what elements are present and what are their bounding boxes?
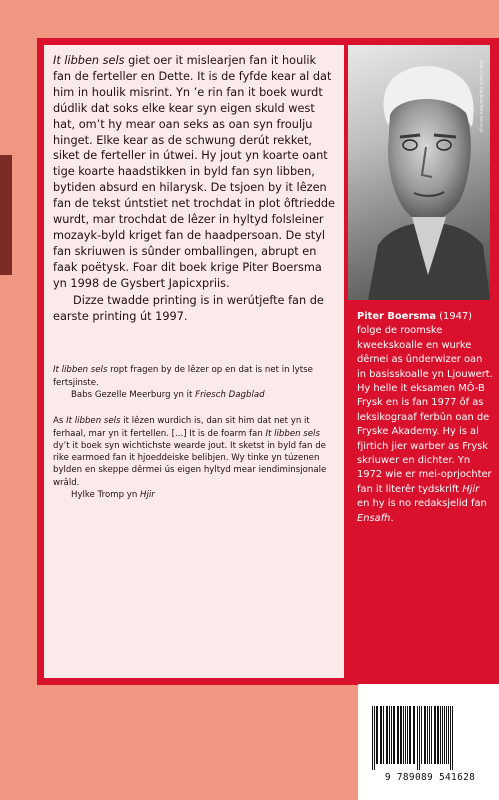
bio-text-segment: en hy is no redaksjelid fan	[357, 498, 487, 510]
bio-text-segment: Piter Boersma	[357, 311, 437, 322]
photo-credit: Foto: Friesch Dagblad/Hans Anninga	[479, 60, 484, 133]
author-bio	[357, 310, 493, 526]
barcode-bar	[374, 706, 375, 770]
barcode-bar	[427, 706, 428, 764]
barcode-bar	[440, 706, 441, 764]
barcode-bar	[446, 706, 447, 764]
barcode-bar	[393, 706, 395, 764]
quote-text-segment: As	[53, 416, 67, 427]
barcode-bar	[448, 706, 449, 764]
barcode-bar	[424, 706, 426, 764]
barcode-bar	[389, 706, 390, 764]
spine-shadow	[0, 155, 12, 275]
blurb	[53, 53, 336, 324]
barcode-bar	[413, 706, 415, 764]
barcode-bar	[421, 706, 422, 764]
attribution-segment: Friesch Dagblad	[195, 390, 265, 400]
barcode-bar	[397, 706, 399, 764]
barcode-bar	[386, 706, 388, 764]
blurb-panel	[44, 45, 344, 678]
barcode-bars	[370, 706, 488, 770]
blurb-text-segment: giet oer it mislearjen fan it houlik fan de ferteller en Dette. It is de fyfde kear al dat him in houlik misrint. Yn ’e rin fan it boek wurdt dúdlik dat soks elke kear syn eigen skuld west hat, om’t hy mear oan seks as oan syn froulju hinget. Elke kear as de schwung derút rekket, siket de ferteller in útwei. Hy jout yn koarte oant tige koarte haadstikken in byld fan syn libben, bytiden absurd en hilarysk. De tsjoen by it lêzen fan de tekst úntstiet net trochdat in plot ôftriedde wurdt, mar trochdat de lêzer in hyltyd folsleiner mozayk-byld kriget fan de haadpersoan. De styl fan skriuwen is sûnder omballingen, abrupt en faak poëtysk. Foar dit boek krige Piter Boersma yn 1998 de Gysbert Japicxpriis.	[53, 54, 335, 290]
barcode-bar	[376, 706, 378, 764]
quote-attribution	[53, 489, 336, 501]
barcode-bar	[437, 706, 439, 764]
quote-text	[53, 364, 336, 389]
barcode-bar	[405, 706, 406, 764]
barcode-bar	[383, 706, 384, 764]
isbn-number: 9 789089 541628	[384, 772, 476, 783]
blurb-text-segment: It libben sels	[53, 54, 125, 67]
barcode-bar	[434, 706, 436, 764]
author-portrait-image	[348, 45, 490, 300]
barcode-bar	[409, 706, 411, 764]
bio-text-segment: Hjir	[462, 483, 480, 495]
barcode-bar	[391, 706, 392, 764]
barcode-bar	[372, 706, 373, 770]
attribution-segment: Hjir	[140, 490, 155, 501]
barcode-bar	[444, 706, 445, 764]
barcode-bar	[407, 706, 408, 764]
quote-text-segment: It libben sels	[53, 365, 108, 376]
bio-text-segment: Ensafh	[357, 512, 391, 524]
blurb-printing-note: Dizze twadde printing is in werútjefte fan de earste printing út 1997.	[53, 293, 324, 323]
review-quotes	[53, 364, 336, 501]
bio-text-segment: (1947) folge de roomske kweekskoalle en wurke dêrnei as ûnderwizer oan in basisskoalle yn Ljouwert. Hy helle it eksamen MÔ-B Frysk en is fan 1977 ôf as leksikograaf ferbûn oan de Fryske Akademy. Hy is al fjirtich jier warber as Frysk skriuwer en dichter. Yn 1972 wie er mei-oprjochter fan it literêr tydskrift	[357, 311, 493, 495]
attribution-segment: Babs Gezelle Meerburg yn it	[71, 390, 196, 400]
barcode-bar	[431, 706, 432, 764]
barcode-bar	[419, 706, 420, 770]
attribution-segment: Hylke Tromp yn	[71, 490, 141, 501]
review-quote	[53, 415, 336, 501]
quote-attribution	[53, 389, 336, 401]
quote-text	[53, 415, 336, 489]
barcode	[358, 684, 499, 800]
author-photo	[348, 45, 490, 300]
barcode-bar	[403, 706, 404, 764]
quote-text-segment: dy’t it boek syn wichtichste wearde jout. It sketst in byld fan de rike earmoed fan it hjoeddeiske belibjen. Wy tinke yn túzenen bylden en skeppe dêrmei ús eigen hyltyd mear iendiminsjonale wrâld.	[53, 440, 327, 488]
blurb-paragraph	[53, 53, 336, 292]
barcode-bar	[400, 706, 402, 764]
barcode-bar	[442, 706, 443, 764]
review-quote	[53, 364, 336, 401]
barcode-bar	[450, 706, 451, 770]
quote-text-segment: It libben sels	[265, 428, 320, 439]
barcode-bar	[417, 706, 418, 770]
quote-text-segment: ropt fragen by de lêzer op en dat is net in lytse fertsjinste.	[53, 365, 313, 388]
bio-text-segment: .	[390, 512, 394, 524]
barcode-bar	[380, 706, 382, 764]
barcode-bar	[452, 706, 453, 770]
quote-text-segment: It libben sels	[66, 416, 121, 427]
barcode-bar	[429, 706, 430, 764]
quote-text-segment: it lêzen wurdich is, dan sit him dat net yn it ferhaal, mar yn it fertellen. [...] It is de foarm fan	[53, 416, 310, 439]
